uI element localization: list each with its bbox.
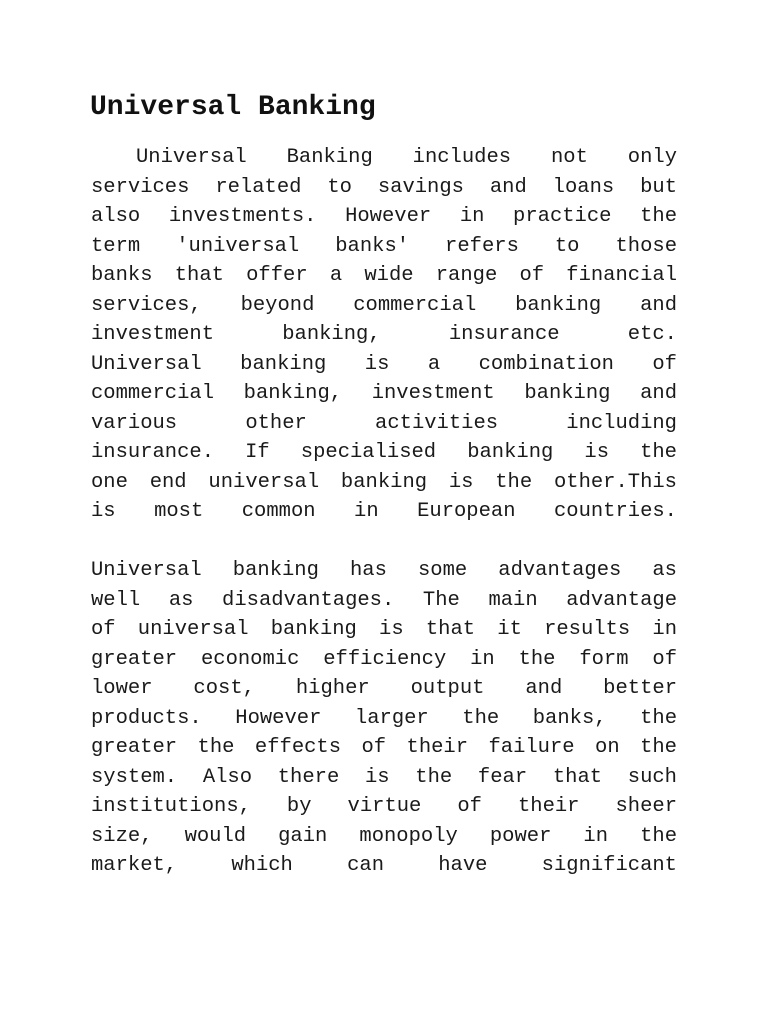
text-line: services related to savings and loans but — [91, 175, 677, 199]
text-line: greater economic efficiency in the form of — [91, 647, 677, 671]
text-line: system. Also there is the fear that such — [91, 765, 677, 789]
text-line: lower cost, higher output and better — [91, 677, 677, 700]
text-line: Universal banking has some advantages as — [91, 559, 677, 582]
text-line: is most common in European countries. — [91, 500, 677, 523]
text-line: size, would gain monopoly power in the — [91, 824, 677, 848]
text-line: one end universal banking is the other.This — [91, 470, 677, 494]
text-line: Universal banking is a combination of — [91, 352, 677, 376]
paragraph-1 — [91, 143, 677, 527]
text-line: commercial banking, investment banking and — [91, 382, 677, 405]
text-line — [91, 143, 677, 173]
text-line: market, which can have significant — [91, 854, 677, 877]
text-line: well as disadvantages. The main advantage — [91, 588, 677, 612]
text-line: greater the effects of their failure on the — [91, 736, 677, 759]
text-line-content: Universal Banking includes not only — [136, 146, 677, 169]
document-title: Universal Banking — [90, 92, 376, 123]
paragraph-2 — [91, 556, 677, 881]
text-line: services, beyond commercial banking and — [91, 293, 677, 317]
text-line: of universal banking is that it results in — [91, 618, 677, 641]
text-line: insurance. If specialised banking is the — [91, 441, 677, 464]
text-line: term 'universal banks' refers to those — [91, 234, 677, 258]
text-line: investment banking, insurance etc. — [91, 323, 677, 346]
text-line: products. However larger the banks, the — [91, 706, 677, 730]
text-line: institutions, by virtue of their sheer — [91, 795, 677, 818]
text-line: banks that offer a wide range of financial — [91, 264, 677, 287]
text-line: also investments. However in practice the — [91, 205, 677, 228]
text-line: various other activities including — [91, 411, 677, 435]
